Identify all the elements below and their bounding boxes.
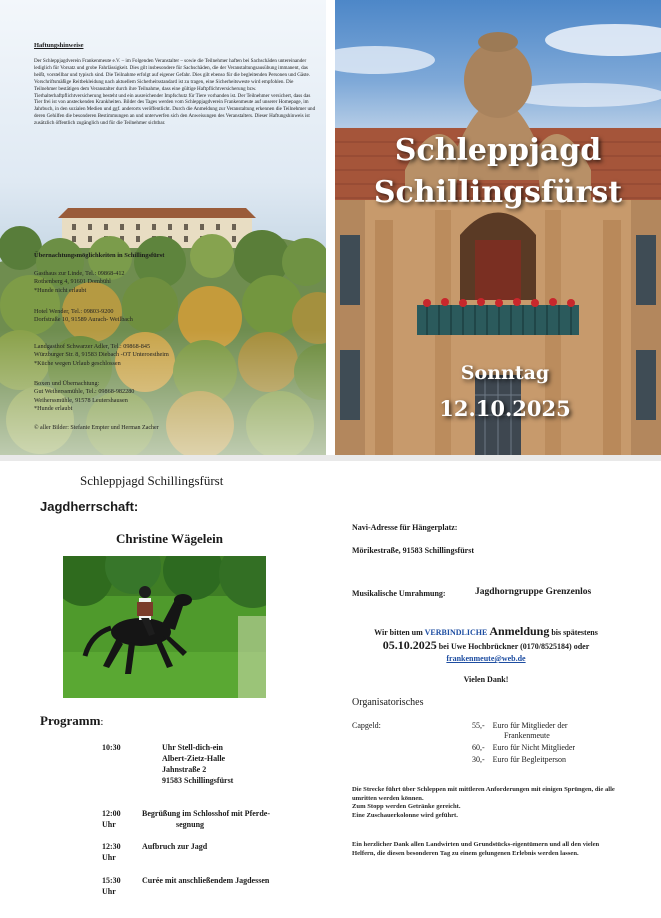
schedule-time: 15:30 Uhr (102, 876, 121, 896)
thanks-note: Ein herzlicher Dank allen Landwirten und Grundstücks-eigentümern und all den vielen Helfern, die diesen besonderen Tag zu einem gelungenen Erlebnis werden lassen. (352, 841, 600, 857)
email-link[interactable]: frankenmeute@web.de (446, 654, 526, 663)
rider-photo (63, 556, 266, 698)
schedule-time: 12:00 Uhr (102, 809, 121, 829)
liability-title: Haftungshinweise (34, 42, 84, 49)
castle-facade-photo (335, 0, 661, 455)
cover-title: Schleppjagd Schillingsfürst (373, 133, 623, 210)
fee-amount: 60,- (472, 743, 485, 752)
fee-amount: 55,- (472, 721, 485, 730)
liability-panel (0, 0, 326, 455)
accommodation-entry: Gasthaus zur Linde, Tel.: 09868-412 Rothenberg 4, 91601 Dombühl *Hunde nicht erlaubt (34, 270, 125, 294)
registration-deadline: 05.10.2025 (382, 638, 437, 652)
program-page: Schleppjagd Schillingsfürst Jagdherrschaft: Christine Wägelein Programm: 10:30 Uhr Stell-dich-ein Albert-Zietz-Halle Jahnstraße 2 91583 Schillingsfürst 12:00 Uhr Begrüßung im Schlosshof mit Pferde- segnung 12:30 Uhr Aufbruch zur Jagd 15:30 Uhr Curée mit anschließendem Jagdessen Navi-Adresse für Hängerplatz: Mörikestraße, 91583 Schillingsfürst Musikalische Umrahmung: Jagdhorngruppe Grenzenlos Wir bitten um VERBINDLICHE Anmeldung bis spätestens 05.10.2025 bei Uwe Hochbrückner (0170/8525184) oder frankenmeute@web.de Vielen Dank! Organisatorisches Capgeld: 55,- Euro für Mitglieder der Frankenmeute 60,- Euro für Nicht Mitglieder 30,- Euro für Begleitperson Die Strecke führt über Schleppen mit mittleren Anforderungen mit einigen Sprüngen, die alle umritten werden können. Zum Stopp werden Getränke gereicht. Eine Zuschauerkolonne wird geführt. Ein herzlicher Dank allen Landwirten und Grundstücks-eigentümern und all den vielen Helfern, die diesen besonderen Tag zu einem gelungenen Erlebnis werden lassen. (0, 461, 661, 918)
music-value: Jagdhorngruppe Grenzenlos (475, 587, 592, 597)
cover-day: Sonntag (460, 362, 550, 384)
schedule-desc: Uhr Stell-dich-ein Albert-Zietz-Halle Jahnstraße 2 91583 Schillingsfürst (162, 743, 234, 785)
route-note: Die Strecke führt über Schleppen mit mittleren Anforderungen mit einigen Sprüngen, die alle umritten werden können. Zum Stopp werden Getränke gereicht. Eine Zuschauerkolonne wird geführt. (352, 786, 615, 820)
music-label: Musikalische Umrahmung: (352, 589, 446, 598)
schedule-time: 12:30 Uhr (102, 842, 121, 862)
schedule-desc: Curée mit anschließendem Jagdessen (142, 876, 270, 885)
jagdherrschaft-label: Jagdherrschaft: (40, 499, 139, 514)
fee-amount: 30,- (472, 755, 485, 764)
schedule-time: 10:30 (102, 743, 121, 752)
brochure-outer-spread (0, 0, 661, 455)
accommodation-entry: Boxen und Übernachtung: Gut Weiherssmühle, Tel.: 09868-982280 Weiherssmühle, 91578 Leutershausen *Hunde erlaubt (34, 380, 135, 412)
cover-panel (335, 0, 661, 455)
liability-notice (34, 42, 316, 127)
accommodation-entry: Landgasthof Schwarzer Adler, Tel.: 09868-845 Würzburger Str. 8, 91583 Diebach -OT Unteroestheim *Küche wegen Urlaub geschlossen (34, 343, 169, 367)
capgeld-label: Capgeld: (352, 721, 381, 730)
thanks-text: Vielen Dank! (463, 675, 509, 684)
registration-notice: Wir bitten um VERBINDLICHE Anmeldung bis spätestens 05.10.2025 bei Uwe Hochbrückner (0170/8525184) oder frankenmeute@web.de Vielen Dank! (352, 625, 620, 686)
jagdherr-name: Christine Wägelein (116, 531, 224, 546)
accommodation-title: Übernachtungsmöglichkeiten in Schillingsfürst (34, 252, 165, 259)
schedule-desc: Aufbruch zur Jagd (142, 842, 208, 851)
cover-date: 12.10.2025 (439, 396, 571, 421)
page-title: Schleppjagd Schillingsfürst (80, 473, 224, 488)
photo-credit: © aller Bilder: Stefanie Empter und Herman Zacher (34, 425, 159, 431)
programm-label: Programm: (40, 713, 104, 728)
liability-text: Der Schleppjagdverein Frankenmeute e.V. – im Folgenden Veranstalter – sowie die Teilnehmer haften bei Sachschäden untereinander lediglich für Vorsatz und grobe Fahrlässigkeit. Dies gilt insbesondere für Sachschäden, die der Veranstaltungsausübung immanent, das heißt, vorstellbar und typisch sind. Die Teilnahme erfolgt auf eigener Gefahr. Dies gilt ebenso für die begleitenden Personen und Gäste. Vorschriftsmäßige Reitbekleidung nach aktuellem Sicherheitsstandard ist zu tragen, eine Sicherheitsweste wird empfohlen. Die Teilnehmer bestätigen dem Veranstalter durch ihre Teilnahme, dass eine gültige Haftpflichtversicherung bzw. Tierhalterhaftpflichtversicherung besteht und ein ausreichender Impfschutz für Tiere vorhanden ist. Der Teilnehmer versichert, dass das Tier frei ist von ansteckenden Krankheiten. Bilder des Tages werden vom Schleppjagdverein Frankenmeute auf unserer Homepage, im Jahrbuch, in den sozialen Medien und ggf. anderorts veröffentlicht. Durch die Anmeldung zur Veranstaltung erkennen die Teilnehmer und deren Gehilfen die besonderen Bestimmungen an und unterwerfen sich den Anweisungen des Veranstalters. Dieser Haftungshinweis ist zusätzlich öffentlich zugänglich und für die Teilnehmer sichtbar. (34, 58, 316, 127)
accommodation-entry: Hotel Wender, Tel.: 09803-9200 Dorfstraße 10, 91589 Aurach- Weilbach (34, 308, 133, 324)
schedule-desc: Begrüßung im Schlosshof mit Pferde- segnung (142, 809, 270, 829)
navi-address: Mörikestraße, 91583 Schillingsfürst (352, 546, 474, 555)
navi-label: Navi-Adresse für Hängerplatz: (352, 523, 458, 532)
org-title: Organisatorisches (352, 697, 424, 708)
